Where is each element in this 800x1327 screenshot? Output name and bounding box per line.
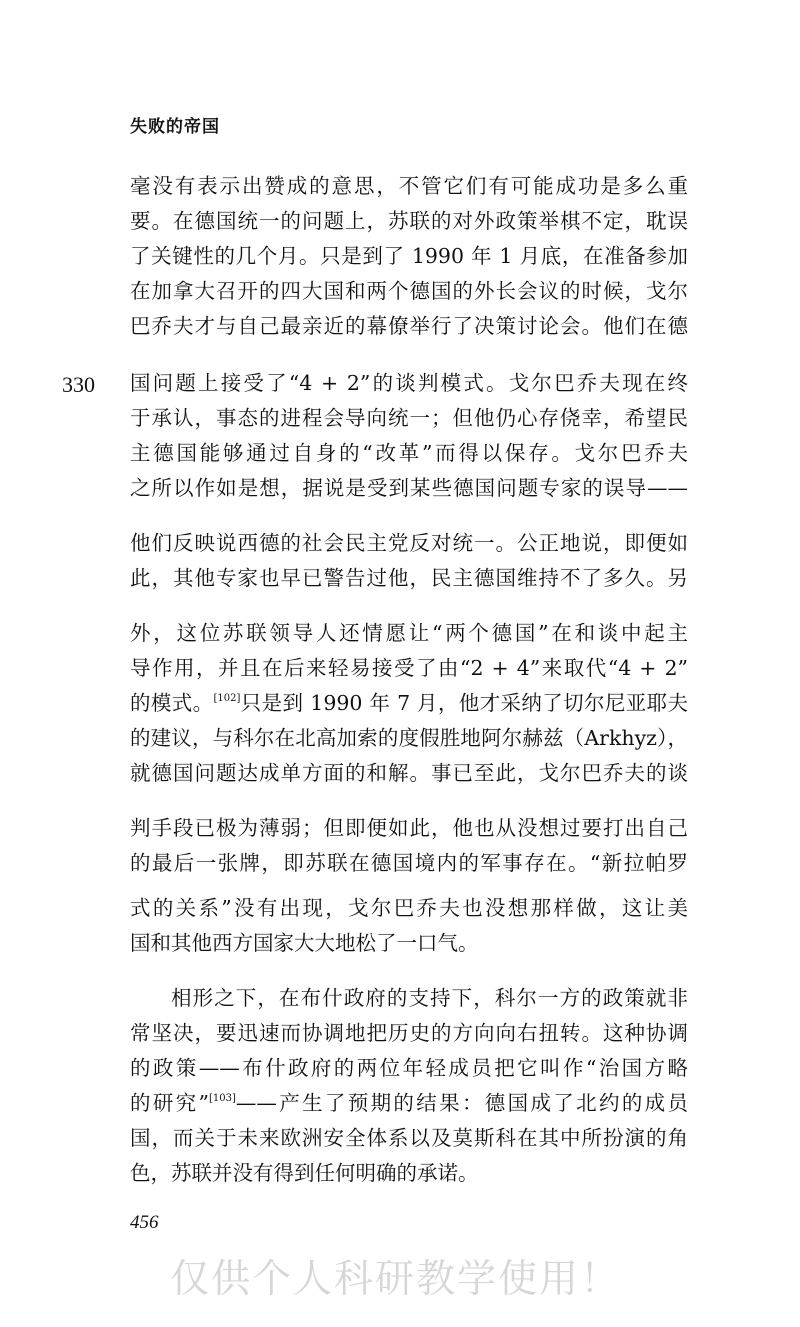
watermark: 仅供个人科研教学使用！	[170, 1257, 622, 1302]
text-line: 的建议，与科尔在北高加索的度假胜地阿尔赫兹（Arkhyz），	[130, 726, 688, 750]
line-text: 的研究”	[130, 1091, 209, 1115]
text-line: 毫没有表示出赞成的意思，不管它们有可能成功是多么重	[130, 174, 688, 198]
text-line: 式的关系”没有出现，戈尔巴乔夫也没想那样做，这让美	[130, 896, 688, 920]
text-line: 外，这位苏联领导人还情愿让“两个德国”在和谈中起主	[130, 621, 688, 645]
page-number: 456	[130, 1212, 159, 1233]
text-line: 常坚决，要迅速而协调地把历史的方向向右扭转。这种协调	[130, 1021, 688, 1045]
text-line: 相形之下，在布什政府的支持下，科尔一方的政策就非	[171, 986, 688, 1010]
line-text: 的模式。	[130, 691, 214, 715]
margin-page-reference: 330	[62, 372, 95, 397]
text-line: 国，而关于未来欧洲安全体系以及莫斯科在其中所扮演的角	[130, 1126, 688, 1150]
text-line: 要。在德国统一的问题上，苏联的对外政策举棋不定，耽误	[130, 209, 688, 233]
text-line: 此，其他专家也早已警告过他，民主德国维持不了多久。另	[130, 566, 688, 590]
text-line: 主德国能够通过自身的“改革”而得以保存。戈尔巴乔夫	[130, 441, 688, 465]
text-line	[130, 1087, 688, 1119]
text-line: 国问题上接受了“4 + 2”的谈判模式。戈尔巴乔夫现在终	[130, 371, 688, 395]
line-text: ——产生了预期的结果：德国成了北约的成员	[235, 1091, 688, 1115]
text-line	[130, 687, 688, 719]
text-line: 色，苏联并没有得到任何明确的承诺。	[130, 1161, 479, 1185]
text-line: 的政策——布什政府的两位年轻成员把它叫作“治国方略	[130, 1056, 688, 1080]
line-text: 只是到 1990 年 7 月，他才采纳了切尔尼亚耶夫	[240, 691, 689, 715]
footnote-marker: [103]	[209, 1093, 236, 1104]
text-line: 导作用，并且在后来轻易接受了由“2 + 4”来取代“4 + 2”	[130, 656, 688, 680]
text-line: 之所以作如是想，据说是受到某些德国问题专家的误导——	[130, 476, 688, 500]
text-line: 在加拿大召开的四大国和两个德国的外长会议的时候，戈尔	[130, 279, 688, 303]
text-line: 了关键性的几个月。只是到了 1990 年 1 月底，在准备参加	[130, 244, 688, 268]
text-line: 于承认，事态的进程会导向统一；但他仍心存侥幸，希望民	[130, 406, 688, 430]
text-line: 的最后一张牌，即苏联在德国境内的军事存在。“新拉帕罗	[130, 851, 688, 875]
text-line: 巴乔夫才与自己最亲近的幕僚举行了决策讨论会。他们在德	[130, 314, 688, 338]
footnote-marker: [102]	[213, 693, 241, 704]
text-line: 判手段已极为薄弱；但即便如此，他也从没想过要打出自己	[130, 816, 688, 840]
running-header: 失败的帝国	[130, 117, 220, 137]
text-line: 国和其他西方国家大大地松了一口气。	[130, 931, 479, 955]
text-line: 他们反映说西德的社会民主党反对统一。公正地说，即便如	[130, 531, 688, 555]
text-line: 就德国问题达成单方面的和解。事已至此，戈尔巴乔夫的谈	[130, 761, 688, 785]
